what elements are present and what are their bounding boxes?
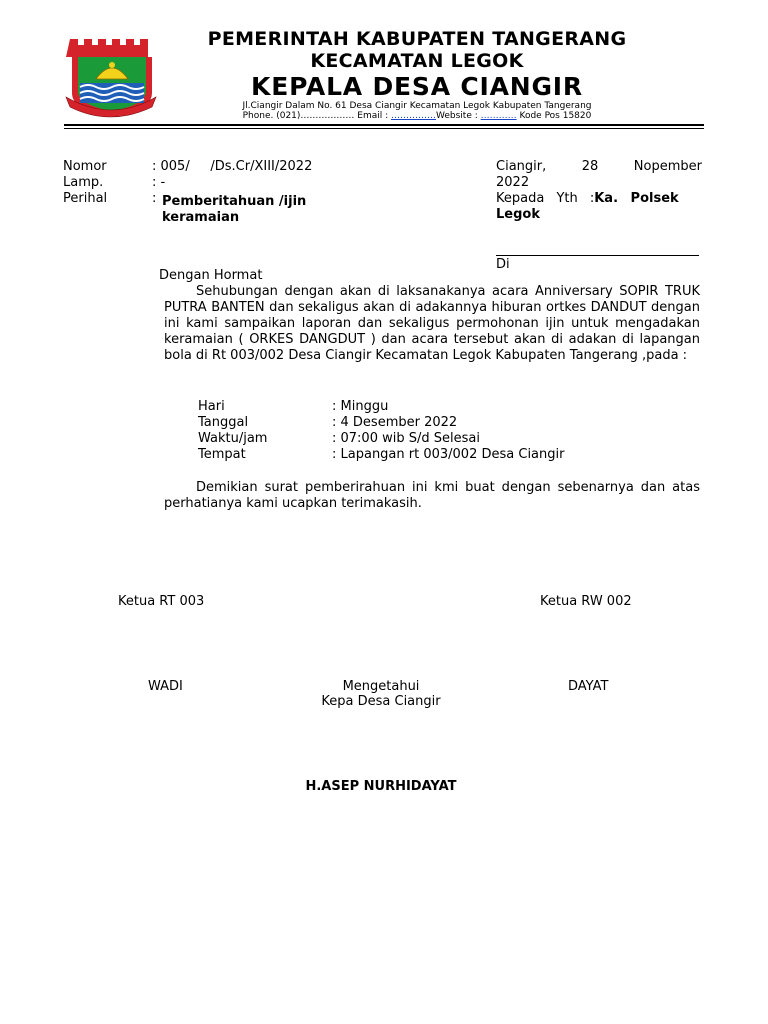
detail-label-hari: Hari xyxy=(198,399,225,414)
kepada-label: Kepada Yth : xyxy=(496,191,595,206)
header-village-head: KEPALA DESA CIANGIR xyxy=(251,72,583,101)
perihal-label: Perihal xyxy=(63,191,108,206)
salutation: Dengan Hormat xyxy=(159,268,263,283)
header-district: KECAMATAN LEGOK xyxy=(310,50,524,72)
header-government: PEMERINTAH KABUPATEN TANGERANG xyxy=(207,28,627,50)
place-date-text: Ciangir, 28 Nopember 2022 xyxy=(496,159,702,190)
website-link[interactable]: ………… xyxy=(480,111,517,121)
paragraph-closing: Demikian surat pemberirahuan ini kmi buat dengan sebenarnya dan atas perhatianya kami ucapkan terimakasih. xyxy=(164,480,700,511)
rt-name: WADI xyxy=(148,679,183,694)
paragraph-intro: Sehubungan dengan akan di laksanakanya acara Anniversary SOPIR TRUK PUTRA BANTEN dan sekaligus akan di adakannya hiburan ortkes DANDUT dengan ini kami sampaikan laporan dan sekaligus permohonan ijin untuk mengadakan keramaian ( ORKES DANGDUT ) dan acara tersebut akan di adakan di lapangan bola di Rt 003/002 Desa Ciangir Kecamatan Legok Kabupaten Tangerang ,pada : xyxy=(164,284,700,363)
detail-label-tanggal: Tanggal xyxy=(198,415,249,430)
nomor-value: : 005/ /Ds.Cr/XIII/2022 xyxy=(152,159,313,174)
perihal-colon: : xyxy=(152,191,157,206)
recipient-name: Ka. Polsek Legok xyxy=(496,191,679,222)
recipient-block xyxy=(496,191,702,223)
nomor-label: Nomor xyxy=(63,159,107,174)
header-rule-thick xyxy=(64,124,704,126)
mengetahui-label: Mengetahui xyxy=(342,679,420,694)
di-label: Di xyxy=(496,257,510,272)
website-label: Website : xyxy=(436,111,481,121)
header-rule-thin xyxy=(64,128,704,129)
header-contact xyxy=(150,111,684,121)
detail-label-waktu: Waktu/jam xyxy=(198,431,268,446)
lamp-value: : - xyxy=(152,175,166,190)
email-link[interactable]: …………… xyxy=(391,111,436,121)
place-date xyxy=(496,159,702,191)
kades-name: H.ASEP NURHIDAYAT xyxy=(305,779,457,794)
detail-value-tempat: : Lapangan rt 003/002 Desa Ciangir xyxy=(332,447,565,462)
rw-name: DAYAT xyxy=(568,679,609,694)
detail-label-tempat: Tempat xyxy=(198,447,246,462)
detail-value-hari: : Minggu xyxy=(332,399,389,414)
kades-title: Kepa Desa Ciangir xyxy=(321,694,441,709)
detail-value-tanggal: : 4 Desember 2022 xyxy=(332,415,458,430)
rt-title: Ketua RT 003 xyxy=(118,594,205,609)
kabupaten-tangerang-logo xyxy=(64,33,158,119)
detail-value-waktu: : 07:00 wib S/d Selesai xyxy=(332,431,480,446)
lamp-label: Lamp. xyxy=(63,175,104,190)
recipient-underline xyxy=(496,255,699,256)
postcode: Kode Pos 15820 xyxy=(516,111,592,121)
header-address: Jl.Ciangir Dalam No. 61 Desa Ciangir Kecamatan Legok Kabupaten Tangerang xyxy=(242,101,592,111)
perihal-value: Pemberitahuan /ijin keramaian xyxy=(162,194,307,225)
phone-label: Phone. (021)……………… Email : xyxy=(242,111,391,121)
rw-title: Ketua RW 002 xyxy=(540,594,632,609)
